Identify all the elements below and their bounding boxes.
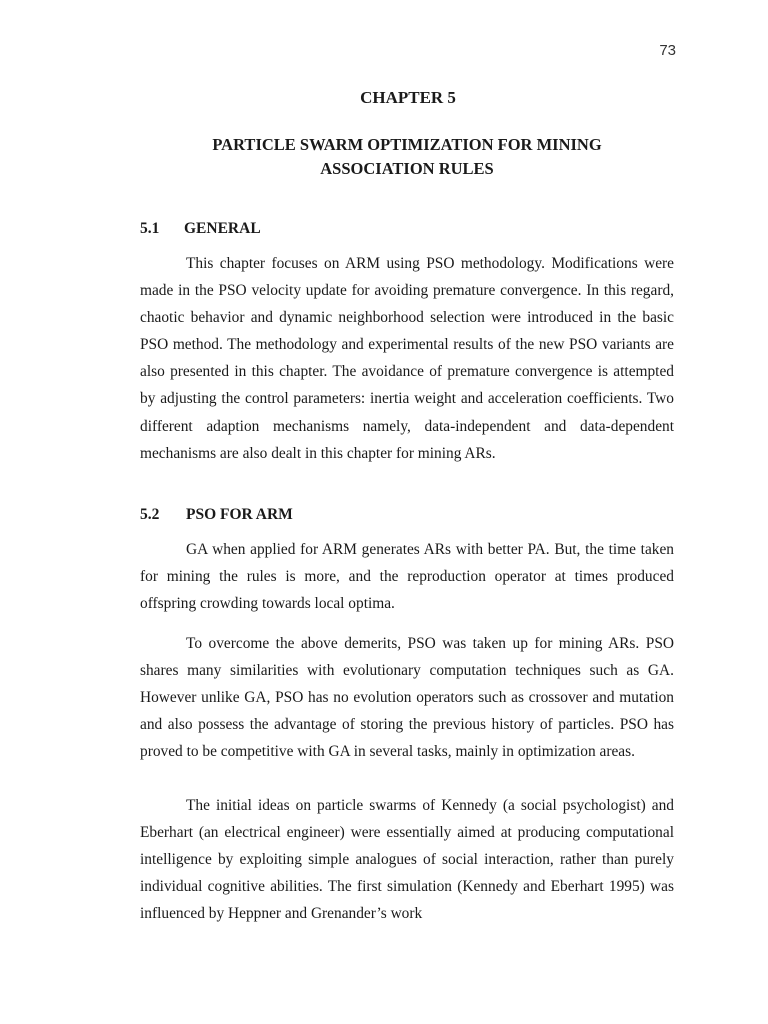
paragraph-pso-for-arm-1: GA when applied for ARM generates ARs with better PA. But, the time taken for mining the rules is more, and the reproduction operator at times produced offspring crowding towards local optima.	[140, 541, 674, 613]
section-heading-5-1	[140, 220, 261, 238]
chapter-label: CHAPTER 5	[360, 88, 456, 107]
paragraph-pso-for-arm-2: To overcome the above demerits, PSO was taken up for mining ARs. PSO shares many similarities with evolutionary computation techniques such as GA. However unlike GA, PSO has no evolution operators such as crossover and mutation and also possess the advantage of storing the previous history of particles. PSO has proved to be competitive with GA in several tasks, mainly in optimization areas.	[140, 635, 674, 761]
paragraph-pso-for-arm-3: The initial ideas on particle swarms of Kennedy (a social psychologist) and Eberhart (an electrical engineer) were essentially aimed at producing computational intelligence by exploiting simple analogues of social interaction, rather than purely individual cognitive abilities. The first simulation (Kennedy and Eberhart 1995) was influenced by Heppner and Grenander’s work	[140, 797, 674, 923]
chapter-title-line-1: PARTICLE SWARM OPTIMIZATION FOR MINING	[212, 135, 602, 154]
section-number: 5.1	[140, 220, 160, 237]
section-title: GENERAL	[184, 220, 261, 237]
page-number: 73	[659, 42, 676, 59]
paragraph-general: This chapter focuses on ARM using PSO methodology. Modifications were made in the PSO velocity update for avoiding premature convergence. In this regard, chaotic behavior and dynamic neighborhood selection were introduced in the basic PSO method. The methodology and experimental results of the new PSO variants are also presented in this chapter. The avoidance of premature convergence is attempted by adjusting the control parameters: inertia weight and acceleration coefficients. Two different adaption mechanisms namely, data-independent and data-dependent mechanisms are also dealt in this chapter for mining ARs.	[140, 255, 674, 462]
section-heading-5-2	[140, 506, 293, 524]
chapter-title-line-2: ASSOCIATION RULES	[320, 159, 494, 178]
chapter-title	[140, 133, 674, 181]
section-number: 5.2	[140, 506, 160, 523]
section-title: PSO FOR ARM	[186, 506, 293, 523]
